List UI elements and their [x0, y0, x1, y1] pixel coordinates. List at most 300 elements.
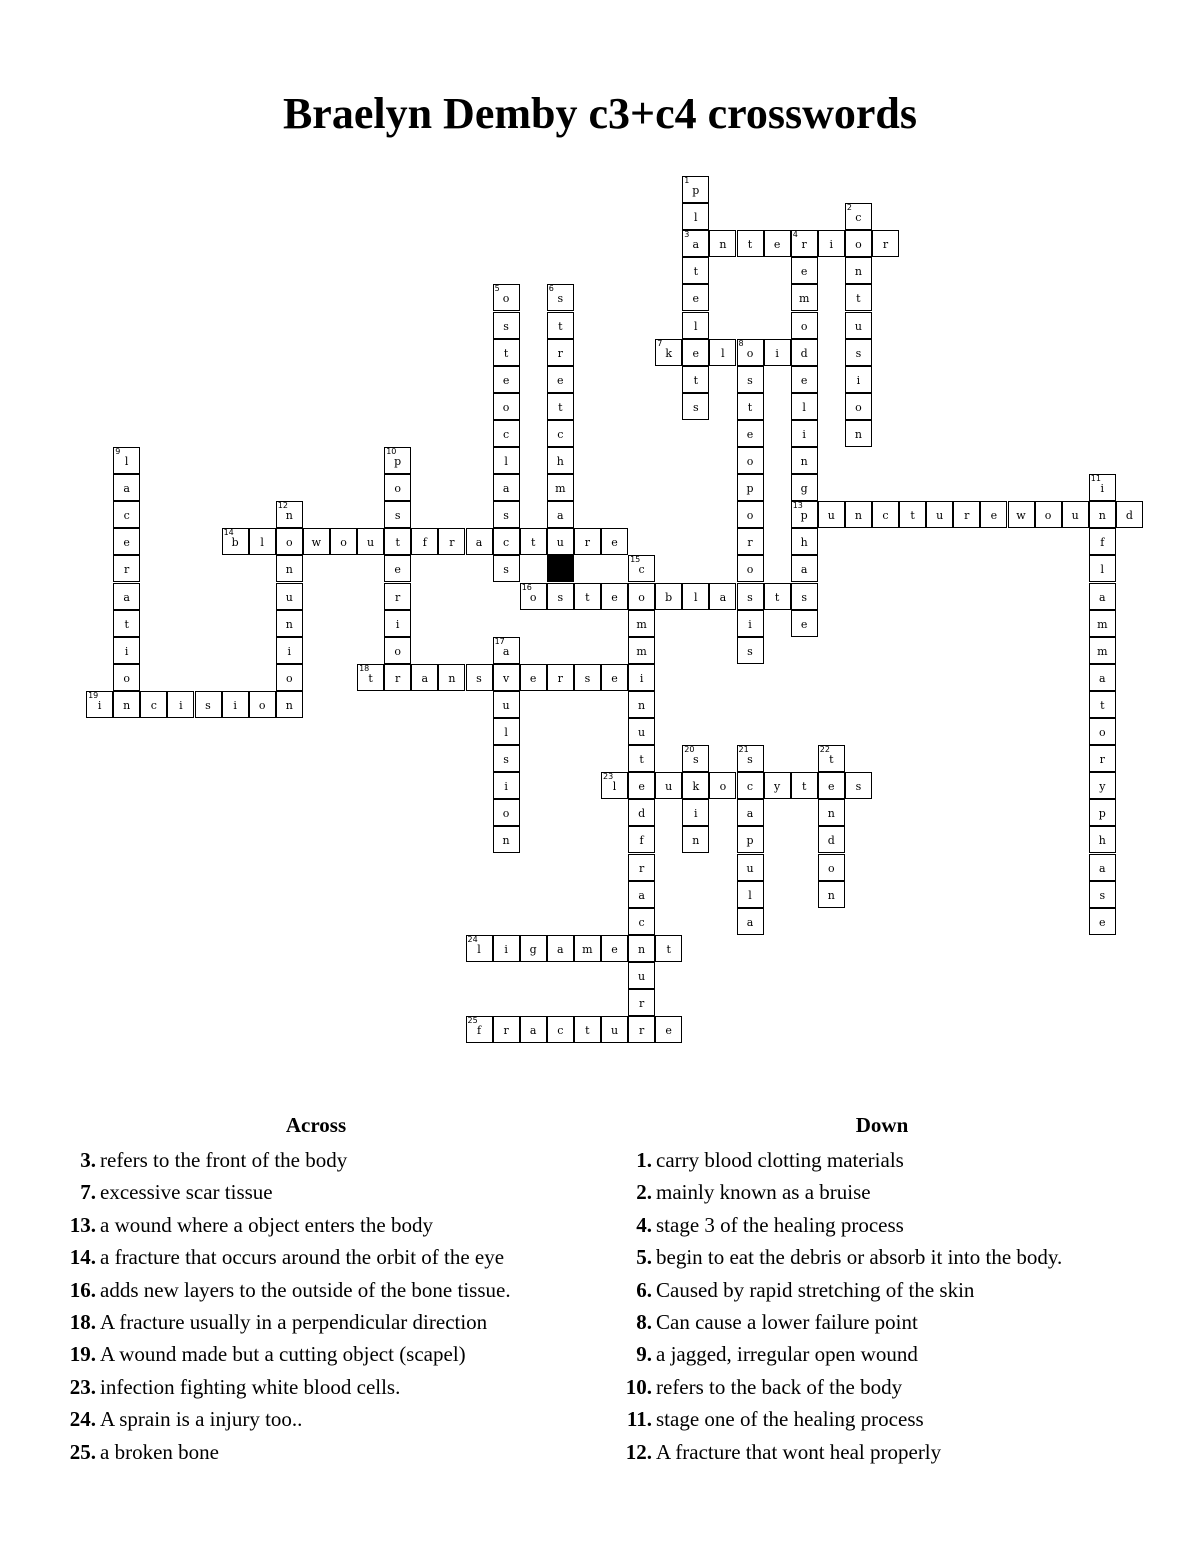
grid-cell [520, 664, 547, 691]
grid-cell [384, 555, 411, 582]
grid-cell [140, 691, 167, 718]
cell-letter: s [503, 753, 509, 767]
across-clue [66, 1176, 566, 1208]
across-clue-list [66, 1144, 566, 1468]
grid-cell [737, 908, 764, 935]
cell-letter: l [748, 888, 752, 902]
grid-cell [737, 854, 764, 881]
cell-letter: i [504, 942, 508, 956]
grid-cell [1089, 908, 1116, 935]
grid-cell [276, 501, 303, 528]
cell-letter: b [231, 536, 239, 550]
clue-number: 20 [684, 745, 695, 755]
grid-cell [438, 664, 465, 691]
grid-cell [791, 339, 818, 366]
cell-letter: k [692, 780, 700, 794]
grid-cell [628, 718, 655, 745]
grid-cell [1089, 474, 1116, 501]
grid-cell [628, 664, 655, 691]
grid-cell [655, 772, 682, 799]
grid-cell [682, 257, 709, 284]
cell-letter: n [854, 265, 862, 279]
clue-number: 4 [792, 230, 798, 240]
grid-cell [791, 555, 818, 582]
grid-cell [737, 826, 764, 853]
cell-letter: l [504, 726, 508, 739]
clue-number: 24. [69, 1407, 96, 1432]
clue-text: Can cause a lower failure point [656, 1309, 918, 1334]
grid-cell [737, 447, 764, 474]
grid-cell [682, 312, 709, 339]
grid-cell [493, 637, 520, 664]
cell-letter: s [205, 698, 211, 712]
grid-cell [438, 528, 465, 555]
grid-cell [737, 230, 764, 257]
cell-letter: o [827, 861, 835, 875]
grid-cell [628, 583, 655, 610]
grid-cell [493, 284, 520, 311]
grid-cell [113, 528, 140, 555]
cell-letter: a [800, 563, 808, 577]
grid-cell [628, 555, 655, 582]
cell-letter: t [124, 617, 129, 631]
across-clue [66, 1306, 566, 1338]
grid-cell [1089, 555, 1116, 582]
grid-cell [818, 854, 845, 881]
grid-cell [655, 583, 682, 610]
grid-cell [276, 691, 303, 718]
cell-letter: a [529, 1024, 537, 1038]
grid-cell [493, 312, 520, 339]
cell-letter: e [394, 563, 401, 577]
clue-number: 11 [1090, 474, 1101, 484]
cell-letter: e [692, 346, 700, 360]
grid-cell [357, 664, 384, 691]
grid-cell [737, 637, 764, 664]
cell-letter: t [856, 292, 861, 306]
clue-number: 6 [548, 284, 554, 294]
cell-letter: f [639, 834, 644, 848]
grid-cell [845, 339, 872, 366]
cell-letter: a [719, 590, 727, 604]
clue-text: A fracture that wont heal properly [656, 1439, 942, 1464]
cell-letter: w [311, 536, 322, 550]
clue-number: 2 [846, 203, 852, 213]
cell-letter: v [502, 671, 510, 685]
grid-cell [493, 393, 520, 420]
grid-cell [845, 203, 872, 230]
cell-letter: r [395, 671, 401, 685]
grid-cell [276, 664, 303, 691]
grid-cell [493, 501, 520, 528]
cell-letter: o [502, 807, 510, 821]
grid-cell [1089, 610, 1116, 637]
grid-cell [1089, 691, 1116, 718]
grid-cell [791, 583, 818, 610]
grid-cell [384, 474, 411, 501]
cell-letter: s [503, 319, 509, 333]
grid-cell [547, 664, 574, 691]
clue-number: 25. [69, 1439, 96, 1464]
grid-cell [845, 312, 872, 339]
cell-letter: e [665, 1024, 672, 1038]
grid-cell [818, 881, 845, 908]
grid-cell [384, 610, 411, 637]
cell-letter: u [638, 969, 646, 983]
cell-letter: d [827, 834, 835, 848]
grid-cell [330, 528, 357, 555]
grid-cell [628, 962, 655, 989]
grid-cell [818, 230, 845, 257]
cell-letter: s [855, 346, 862, 360]
grid-cell [249, 528, 276, 555]
clue-text: begin to eat the debris or absorb it into the body. [656, 1245, 1063, 1270]
cell-letter: e [529, 671, 537, 685]
cell-letter: s [747, 590, 753, 604]
grid-cell [682, 772, 709, 799]
grid-cell [682, 583, 709, 610]
clue-number: 5 [494, 284, 500, 294]
grid-cell [1089, 799, 1116, 826]
cell-letter: l [612, 780, 617, 794]
cell-letter: u [827, 509, 835, 523]
grid-cell [493, 447, 520, 474]
grid-cell [818, 826, 845, 853]
grid-cell [384, 528, 411, 555]
cell-letter: o [285, 671, 293, 685]
cell-letter: a [638, 888, 645, 902]
grid-cell [86, 691, 113, 718]
clue-number: 13. [69, 1212, 96, 1237]
across-clue [66, 1436, 566, 1468]
grid-cell [113, 555, 140, 582]
cell-letter: c [855, 211, 862, 225]
cell-letter: e [502, 373, 510, 387]
grid-cell [493, 339, 520, 366]
grid-cell [113, 610, 140, 637]
clue-number: 13 [792, 501, 803, 511]
across-clue [66, 1144, 566, 1176]
grid-cell [493, 772, 520, 799]
cell-letter: n [123, 698, 131, 712]
across-heading: Across [285, 1113, 347, 1137]
down-clue [622, 1306, 1142, 1338]
across-clues [66, 1113, 566, 1468]
clue-text: a jagged, irregular open wound [656, 1342, 918, 1367]
cell-letter: y [773, 780, 781, 794]
cell-letter: r [557, 671, 563, 685]
grid-cell [384, 664, 411, 691]
cell-letter: y [1099, 780, 1106, 794]
cell-letter: t [395, 536, 400, 550]
cell-letter: r [882, 238, 889, 252]
grid-cell [276, 637, 303, 664]
grid-cell [764, 339, 791, 366]
grid-cell [1089, 718, 1116, 745]
clue-number: 1. [636, 1148, 652, 1172]
across-clue [66, 1241, 566, 1273]
clue-number: 14. [69, 1245, 96, 1270]
down-clue [622, 1144, 1142, 1176]
clue-text: a wound where a object enters the body [100, 1212, 433, 1237]
cell-letter: t [747, 400, 753, 414]
down-clue-list [622, 1144, 1142, 1468]
grid-cell [737, 420, 764, 447]
cell-letter: o [394, 482, 401, 496]
cell-letter: n [285, 509, 293, 523]
cell-letter: r [557, 346, 563, 360]
across-clue [66, 1403, 566, 1435]
down-clue [622, 1176, 1142, 1208]
cell-letter: r [801, 238, 807, 252]
grid-cell [411, 664, 438, 691]
grid-cell [737, 610, 764, 637]
grid-cell [628, 881, 655, 908]
cell-letter: l [504, 455, 508, 468]
clue-number: 16 [521, 582, 532, 592]
cell-letter: o [746, 346, 754, 360]
grid-cell [628, 637, 655, 664]
cell-letter: l [694, 211, 698, 225]
grid-cell [764, 230, 791, 257]
grid-cell [791, 772, 818, 799]
cell-letter: i [179, 698, 183, 712]
grid-cell [737, 745, 764, 772]
cell-letter: s [747, 373, 753, 387]
grid-cell [737, 501, 764, 528]
cell-letter: t [585, 1024, 590, 1038]
grid-cell [628, 989, 655, 1016]
grid-cell [601, 583, 628, 610]
grid-cell [303, 528, 330, 555]
cell-letter: n [827, 807, 835, 821]
cell-letter: a [123, 482, 130, 496]
cell-letter: l [721, 346, 725, 360]
cell-letter: u [556, 536, 564, 550]
cell-letter: p [692, 184, 700, 197]
cell-letter: n [638, 942, 646, 956]
cell-letter: i [233, 698, 237, 712]
clue-text: stage 3 of the healing process [656, 1212, 904, 1237]
grid-cell [791, 257, 818, 284]
clue-number: 22 [819, 745, 830, 755]
clue-number: 7 [657, 338, 663, 348]
cell-letter: l [1100, 563, 1105, 577]
cell-letter: o [746, 455, 754, 468]
clue-number: 3 [684, 230, 690, 240]
grid-cell [384, 583, 411, 610]
cell-letter: t [747, 238, 753, 252]
clue-number: 8. [636, 1309, 652, 1334]
grid-cell [547, 284, 574, 311]
cell-letter: s [503, 563, 509, 577]
grid-cell [1089, 745, 1116, 772]
cell-letter: o [746, 563, 754, 577]
cell-letter: i [287, 644, 292, 658]
grid-cell [520, 528, 547, 555]
grid-cell [845, 257, 872, 284]
clue-number: 5. [636, 1245, 652, 1270]
cell-letter: u [367, 536, 375, 550]
clue-text: infection fighting white blood cells. [100, 1374, 401, 1399]
cell-letter: s [855, 780, 862, 794]
down-clue [622, 1371, 1142, 1403]
cell-letter: n [854, 509, 862, 523]
clue-number: 12 [277, 501, 288, 511]
grid-cell [682, 203, 709, 230]
cell-letter: o [719, 780, 727, 794]
grid-cell [737, 339, 764, 366]
grid-cell [574, 664, 601, 691]
across-clue [66, 1371, 566, 1403]
cell-letter: s [692, 400, 699, 414]
grid-cell [574, 935, 601, 962]
grid-cell [466, 935, 493, 962]
grid-cell [1089, 583, 1116, 610]
grid-cell [493, 474, 520, 501]
grid-cell [628, 854, 655, 881]
cell-letter: g [529, 942, 537, 956]
grid-cell [845, 420, 872, 447]
grid-cell [276, 528, 303, 555]
cell-letter: n [800, 455, 808, 468]
cell-letter: d [1125, 509, 1133, 523]
grid-cell [601, 772, 628, 799]
cell-letter: i [748, 617, 752, 631]
cell-letter: h [800, 536, 808, 550]
grid-cell [574, 583, 601, 610]
cell-letter: u [936, 509, 944, 523]
cell-letter: m [582, 942, 593, 956]
grid-cell [791, 610, 818, 637]
clue-text: carry blood clotting materials [656, 1148, 904, 1172]
grid-cell [113, 664, 140, 691]
grid-cell [980, 501, 1007, 528]
cell-letter: e [557, 373, 564, 387]
clue-number: 4. [636, 1212, 652, 1237]
cell-letter: o [855, 238, 862, 252]
cell-letter: t [801, 780, 807, 794]
clue-text: refers to the back of the body [656, 1374, 903, 1399]
cell-letter: i [395, 617, 400, 631]
cell-letter: e [123, 536, 130, 550]
cell-letter: m [1097, 617, 1108, 631]
cell-letter: a [421, 671, 429, 685]
grid-cell [249, 691, 276, 718]
cell-letter: o [1044, 509, 1052, 523]
cell-letter: c [638, 915, 645, 929]
cell-letter: a [1099, 861, 1106, 875]
grid-cell [113, 501, 140, 528]
grid-cell [520, 935, 547, 962]
grid-cell [1035, 501, 1062, 528]
clue-number: 19 [88, 690, 99, 700]
cell-letter: n [285, 698, 293, 712]
cell-letter: a [502, 482, 510, 496]
cell-letter: r [503, 1024, 509, 1038]
cell-letter: i [829, 238, 834, 252]
cell-letter: r [964, 509, 970, 523]
grid-cell [113, 637, 140, 664]
across-clue [66, 1274, 566, 1306]
cell-letter: n [827, 888, 835, 902]
cell-letter: t [639, 753, 644, 767]
grid-cell [493, 420, 520, 447]
cell-letter: i [775, 346, 779, 360]
grid-cell [764, 583, 791, 610]
clue-number: 18 [359, 663, 370, 673]
across-clue [66, 1338, 566, 1370]
cell-letter: o [638, 590, 645, 604]
clue-number: 12. [625, 1439, 652, 1464]
grid-cell [113, 691, 140, 718]
grid-cell [791, 501, 818, 528]
cell-letter: p [1098, 807, 1106, 821]
cell-letter: o [258, 698, 266, 712]
clue-text: a broken bone [100, 1439, 219, 1464]
cell-letter: s [503, 509, 509, 523]
cell-letter: r [638, 861, 645, 875]
grid-cell [709, 230, 736, 257]
cell-letter: n [502, 834, 510, 848]
cell-letter: s [747, 644, 753, 658]
grid-cell [818, 501, 845, 528]
grid-cell [872, 501, 899, 528]
cell-letter: e [990, 509, 998, 523]
clue-number: 8 [738, 338, 744, 348]
clue-text: A sprain is a injury too.. [100, 1407, 303, 1432]
black-cell [547, 555, 574, 582]
clue-text: Caused by rapid stretching of the skin [656, 1277, 975, 1302]
clue-number: 17 [494, 636, 505, 646]
grid-cell [845, 230, 872, 257]
cell-letter: k [665, 346, 673, 360]
cell-letter: o [800, 319, 808, 333]
grid-cell [1089, 664, 1116, 691]
cell-letter: u [665, 780, 673, 794]
cell-letter: t [693, 373, 698, 387]
grid-cell [574, 528, 601, 555]
cell-letter: a [557, 942, 564, 956]
grid-cell [493, 366, 520, 393]
cell-letter: s [584, 671, 591, 685]
cell-letter: h [1098, 834, 1106, 848]
grid-cell [547, 393, 574, 420]
cell-letter: m [636, 617, 647, 631]
grid-cell [384, 637, 411, 664]
grid-cell [845, 393, 872, 420]
clue-text: excessive scar tissue [100, 1180, 273, 1205]
clue-text: mainly known as a bruise [656, 1180, 871, 1205]
cell-letter: c [557, 427, 564, 441]
grid-cell [628, 935, 655, 962]
grid-cell [466, 1016, 493, 1043]
grid-cell [520, 583, 547, 610]
cell-letter: l [694, 319, 698, 333]
grid-cell [926, 501, 953, 528]
cell-letter: i [639, 671, 644, 685]
grid-cell [709, 772, 736, 799]
cell-letter: e [773, 238, 781, 252]
cell-letter: a [502, 644, 510, 658]
cell-letter: n [448, 671, 456, 685]
clue-number: 10 [386, 447, 397, 456]
grid-cell [818, 772, 845, 799]
cell-letter: i [124, 644, 129, 658]
page-title: Braelyn Demby c3+c4 crosswords [282, 89, 918, 138]
cell-letter: u [854, 319, 862, 333]
cell-letter: b [665, 590, 673, 604]
